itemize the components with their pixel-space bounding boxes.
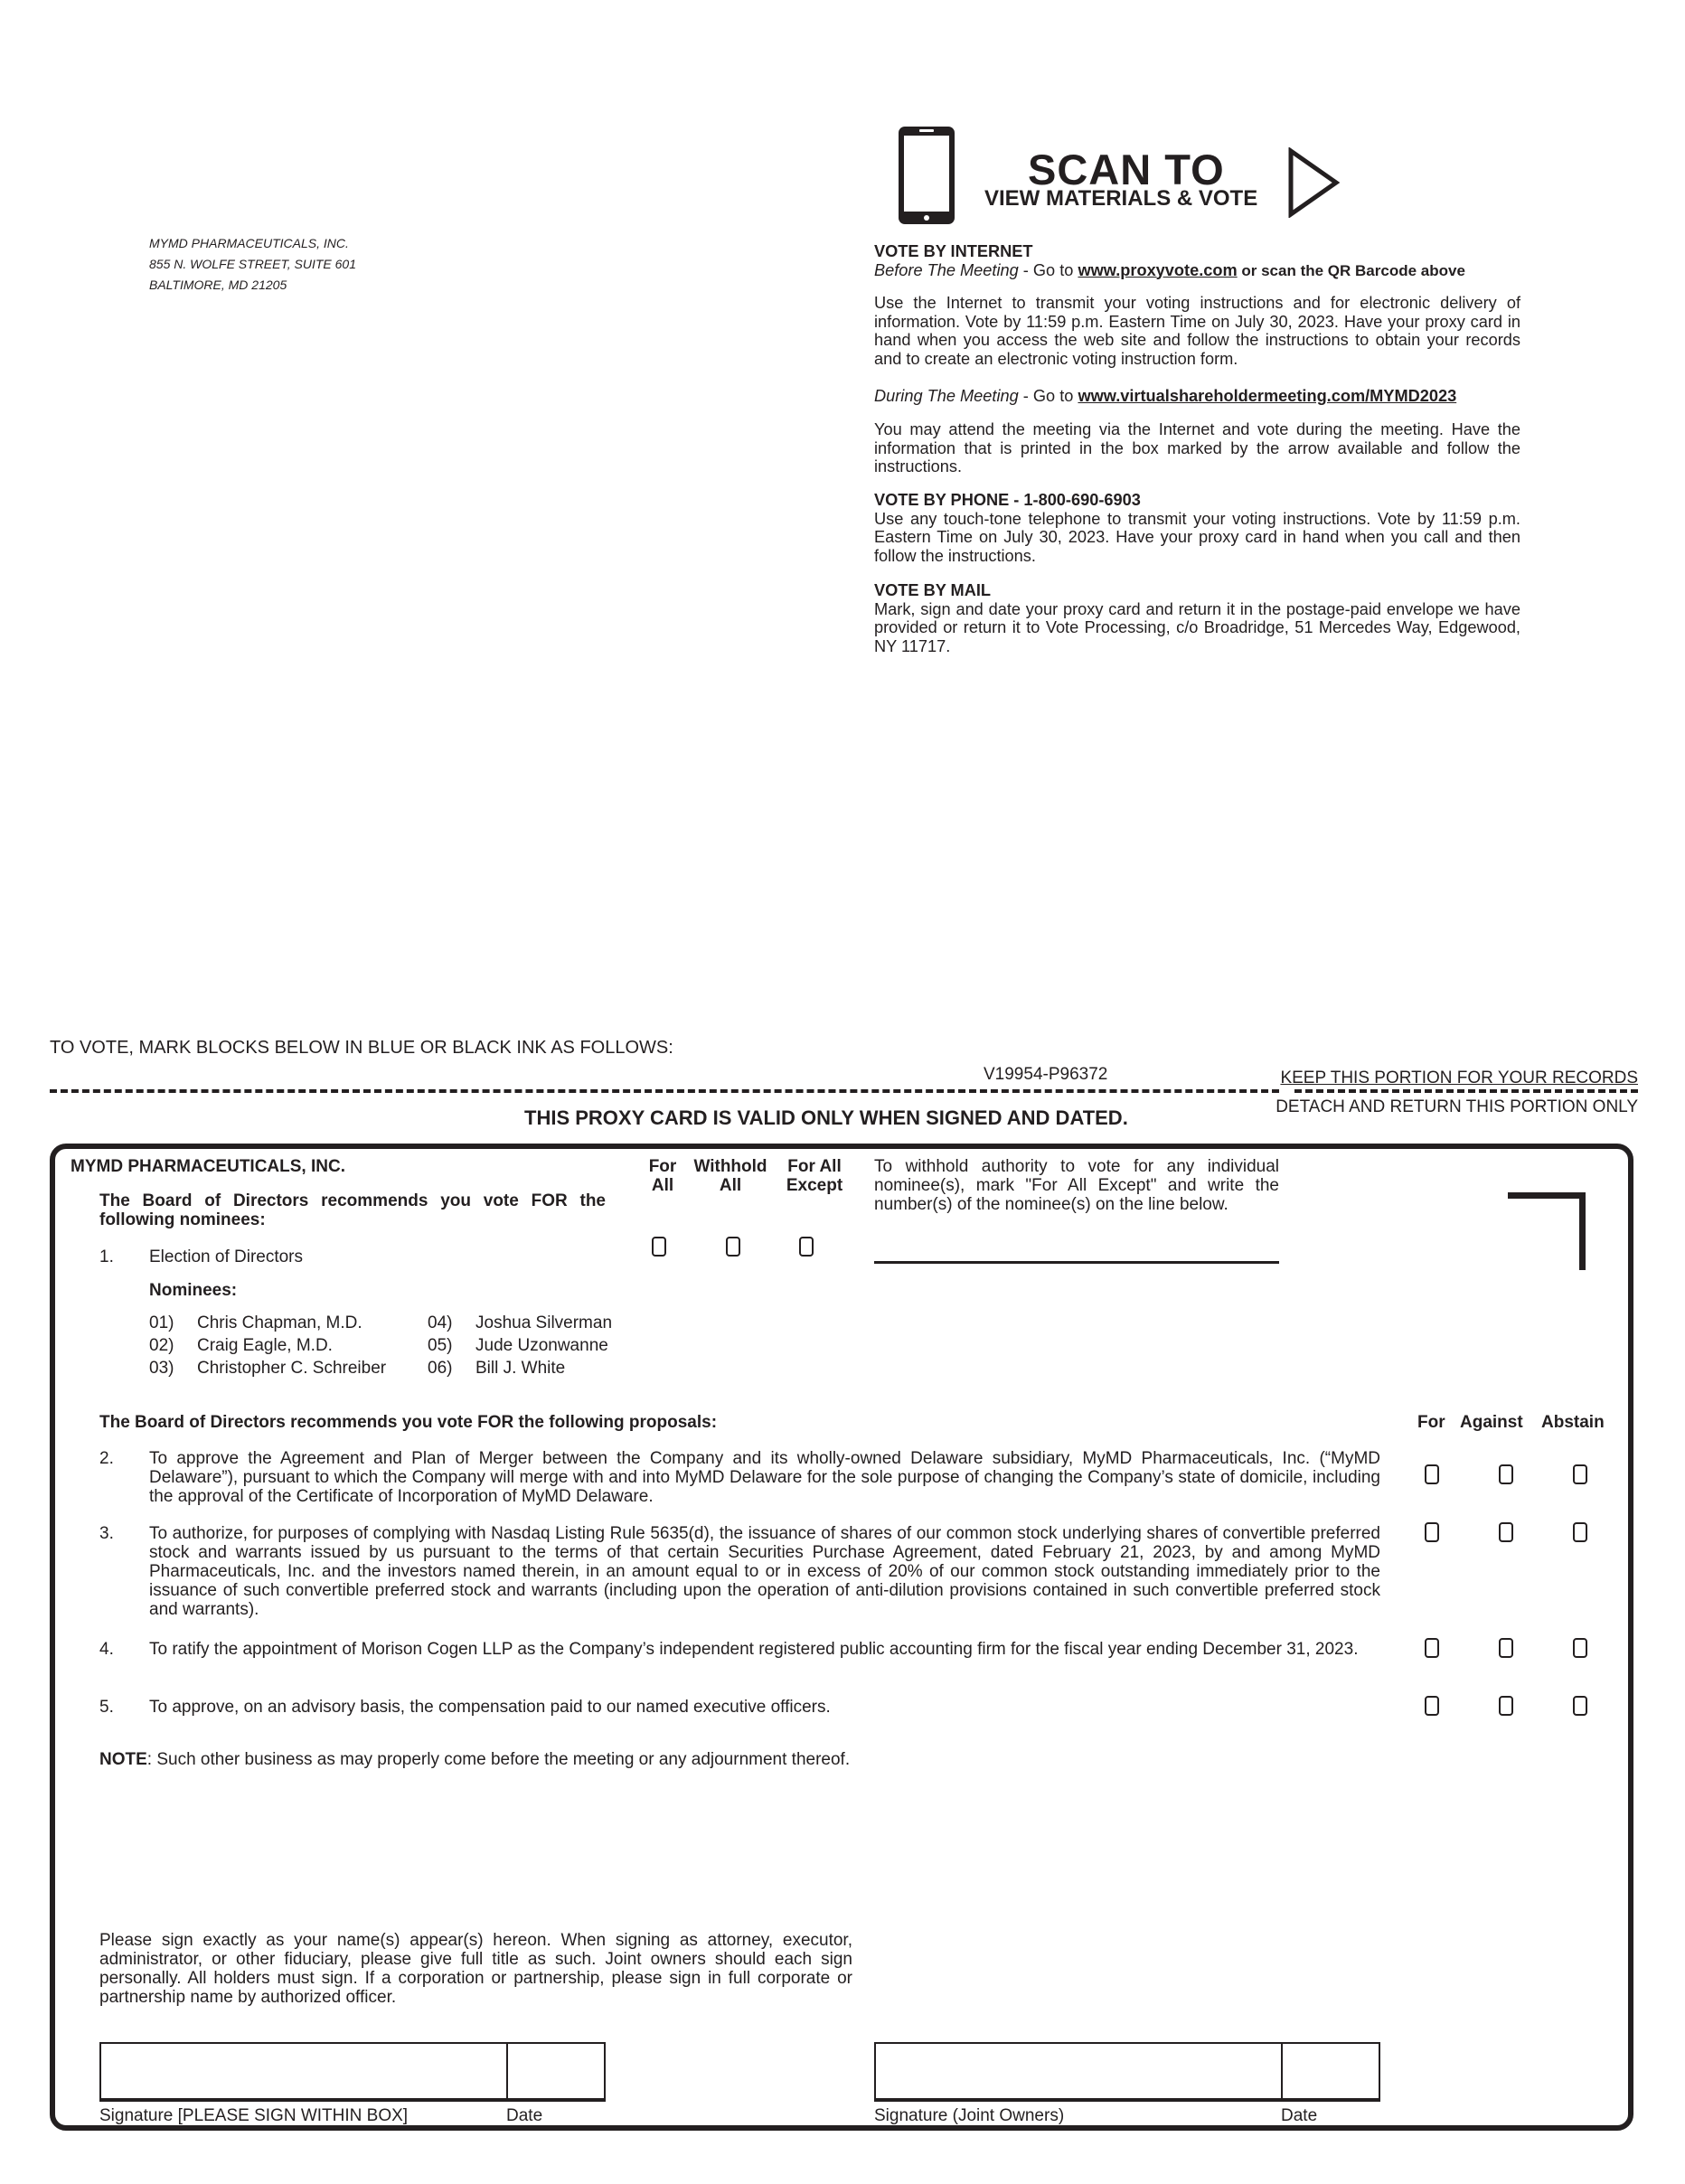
proposal-5-against-checkbox[interactable] (1499, 1696, 1513, 1716)
proposal-3-abstain-checkbox[interactable] (1573, 1522, 1587, 1542)
vote-phone-heading: VOTE BY PHONE - 1-800-690-6903 (874, 491, 1141, 509)
nominee-name: Joshua Silverman (475, 1313, 613, 1332)
signature-label: Signature [PLEASE SIGN WITHIN BOX] (99, 2106, 409, 2125)
col-for-all-except: For All Except (786, 1157, 843, 1195)
nominee-name: Craig Eagle, M.D. (197, 1336, 333, 1355)
proposal-number: 5. (99, 1698, 114, 1717)
board-proposals-recommendation: The Board of Directors recommends you vote FOR the following proposals: (99, 1413, 718, 1432)
proposal-4-against-checkbox[interactable] (1499, 1638, 1513, 1658)
valid-notice: THIS PROXY CARD IS VALID ONLY WHEN SIGNED AND DATED. (524, 1106, 1128, 1129)
note-label: NOTE (99, 1750, 147, 1769)
virtual-meeting-link[interactable]: www.virtualshareholdermeeting.com/MYMD2023 (1078, 387, 1457, 405)
signature-box[interactable] (99, 2042, 508, 2102)
vote-by-phone (874, 491, 1520, 565)
sender-company: MYMD PHARMACEUTICALS, INC. (149, 236, 349, 250)
nominee-name: Christopher C. Schreiber (197, 1359, 387, 1378)
vote-internet-before-line (874, 261, 1520, 281)
proposal-4-abstain-checkbox[interactable] (1573, 1638, 1587, 1658)
control-number: V19954-P96372 (984, 1065, 1108, 1084)
keep-portion-label: KEEP THIS PORTION FOR YOUR RECORDS (1280, 1068, 1638, 1087)
joint-signature-label: Signature (Joint Owners) (874, 2106, 1065, 2125)
proposal-text: To authorize, for purposes of complying with Nasdaq Listing Rule 5635(d), the issuance of shares of our common stock underlying shares of convertible preferred stock and warrants issued by us pursuant to the terms of that certain Securities Purchase Agreement, dated February 21, 2023, by and among MyMD Pharmaceuticals, Inc. and the investors named therein, in an amount equal to or in excess of 20% of our common stock outstanding immediately prior to the issuance of such convertible preferred stock and warrants (including upon the operation of anti-dilution provisions contained in such convertible preferred stock and warrants). (149, 1524, 1380, 1619)
proposal-5-for-checkbox[interactable] (1425, 1696, 1439, 1716)
before-go-to: - Go to (1018, 260, 1078, 279)
date-label: Date (506, 2106, 543, 2125)
vote-internet-during-line (874, 387, 1520, 406)
scan-subtitle: VIEW MATERIALS & VOTE (984, 186, 1258, 211)
col-against: Against (1460, 1413, 1523, 1432)
proposal-number: 3. (99, 1524, 114, 1543)
vote-internet-during-body: You may attend the meeting via the Internet and vote during the meeting. Have the information that is printed in the box marked by the arrow available and follow the instructions. (874, 420, 1520, 475)
nominee-num: 03) (149, 1359, 174, 1378)
detach-return-label: DETACH AND RETURN THIS PORTION ONLY (1276, 1097, 1638, 1116)
vote-by-internet (874, 242, 1520, 280)
vote-phone-body: Use any touch-tone telephone to transmit your voting instructions. Vote by 11:59 p.m. Eastern Time on July 30, 2023. Have your proxy card in hand when you call and then follow the instructions. (874, 509, 1520, 565)
proposal-2-against-checkbox[interactable] (1499, 1464, 1513, 1484)
proposal-text: To approve the Agreement and Plan of Merger between the Company and its wholly-owned Delaware subsidiary, MyMD Pharmaceuticals, Inc. (“MyMD Delaware”), pursuant to which the Company will merge with and into MyMD Delaware for the sole purpose of changing the Company’s state of domicile, including the approval of the Certificate of Incorporation of MyMD Delaware. (149, 1449, 1380, 1506)
col-for-all: For All (648, 1157, 677, 1195)
nominee-exception-line[interactable] (874, 1261, 1279, 1264)
detach-line-right (1294, 1089, 1638, 1093)
sign-instructions: Please sign exactly as your name(s) appear(s) hereon. When signing as attorney, executor, administrator, or other fiduciary, please give full title as such. Joint owners should each sign personally. All holders must sign. If a corporation or partnership, please sign in full corporate or partnership name by authorized officer. (99, 1931, 852, 2007)
before-meeting-label: Before The Meeting (874, 260, 1019, 279)
sender-address (149, 233, 356, 296)
proposal-text: To approve, on an advisory basis, the compensation paid to our named executive officers. (149, 1698, 831, 1717)
proposal-number: 4. (99, 1640, 114, 1659)
withhold-all-checkbox[interactable] (726, 1237, 740, 1257)
sender-street: 855 N. WOLFE STREET, SUITE 601 (149, 257, 357, 271)
joint-date-label: Date (1281, 2106, 1318, 2125)
proposal-2-for-checkbox[interactable] (1425, 1464, 1439, 1484)
for-all-except-checkbox[interactable] (799, 1237, 814, 1257)
card-company: MYMD PHARMACEUTICALS, INC. (71, 1157, 345, 1176)
during-go-to: - Go to (1018, 387, 1078, 405)
nominee-name: Jude Uzonwanne (475, 1336, 608, 1355)
mark-instruction: TO VOTE, MARK BLOCKS BELOW IN BLUE OR BLACK INK AS FOLLOWS: (50, 1038, 673, 1058)
note (99, 1750, 850, 1769)
play-arrow-icon (1287, 147, 1340, 218)
date-box[interactable] (506, 2042, 606, 2102)
qr-note: or scan the QR Barcode above (1237, 261, 1465, 279)
nominee-num: 05) (428, 1336, 453, 1355)
vote-mail-heading: VOTE BY MAIL (874, 581, 992, 599)
nominee-num: 06) (428, 1359, 453, 1378)
col-for: For (1417, 1413, 1445, 1432)
col-withhold-all: Withhold All (693, 1157, 767, 1195)
proposal-number: 2. (99, 1449, 114, 1468)
col-abstain: Abstain (1541, 1413, 1605, 1432)
vote-internet-body: Use the Internet to transmit your voting instructions and for electronic delivery of information. Vote by 11:59 p.m. Eastern Time on July 30, 2023. Have your proxy card in hand when you access the web site and follow the instructions to obtain your records and to create an electronic voting instruction form. (874, 294, 1520, 368)
board-nominees-recommendation: The Board of Directors recommends you vote FOR the following nominees: (99, 1191, 606, 1229)
scan-to-vote-banner (897, 125, 1349, 233)
scan-title: SCAN TO (1028, 146, 1225, 193)
note-text: : Such other business as may properly come before the meeting or any adjournment thereof. (146, 1750, 851, 1769)
nominees-label: Nominees: (149, 1281, 238, 1300)
withhold-instructions: To withhold authority to vote for any individual nominee(s), mark "For All Except" and write the number(s) of the nominee(s) on the line below. (874, 1157, 1279, 1214)
election-label: Election of Directors (149, 1247, 304, 1266)
proposal-3-for-checkbox[interactable] (1425, 1522, 1439, 1542)
sender-city: BALTIMORE, MD 21205 (149, 278, 287, 292)
vote-by-mail (874, 581, 1520, 655)
smartphone-icon (897, 125, 956, 226)
nominee-num: 01) (149, 1313, 174, 1332)
for-all-checkbox[interactable] (652, 1237, 666, 1257)
proxyvote-link[interactable]: www.proxyvote.com (1078, 260, 1238, 279)
proposal-4-for-checkbox[interactable] (1425, 1638, 1439, 1658)
proposal-text: To ratify the appointment of Morison Cogen LLP as the Company’s independent registered public accounting firm for the fiscal year ending December 31, 2023. (149, 1640, 1359, 1659)
nominee-num: 04) (428, 1313, 453, 1332)
vote-internet-heading: VOTE BY INTERNET (874, 242, 1033, 260)
during-meeting-label: During The Meeting (874, 387, 1019, 405)
nominee-name: Bill J. White (475, 1359, 566, 1378)
proposal-2-abstain-checkbox[interactable] (1573, 1464, 1587, 1484)
joint-date-box[interactable] (1281, 2042, 1380, 2102)
nominee-num: 02) (149, 1336, 174, 1355)
proposal-5-abstain-checkbox[interactable] (1573, 1696, 1587, 1716)
nominee-name: Chris Chapman, M.D. (197, 1313, 362, 1332)
joint-signature-box[interactable] (874, 2042, 1283, 2102)
election-number: 1. (99, 1247, 114, 1266)
proposal-3-against-checkbox[interactable] (1499, 1522, 1513, 1542)
detach-line (50, 1089, 1279, 1093)
registration-corner-mark (1508, 1192, 1586, 1270)
vote-mail-body: Mark, sign and date your proxy card and return it in the postage-paid envelope we have provided or return it to Vote Processing, c/o Broadridge, 51 Mercedes Way, Edgewood, NY 11717. (874, 599, 1520, 655)
